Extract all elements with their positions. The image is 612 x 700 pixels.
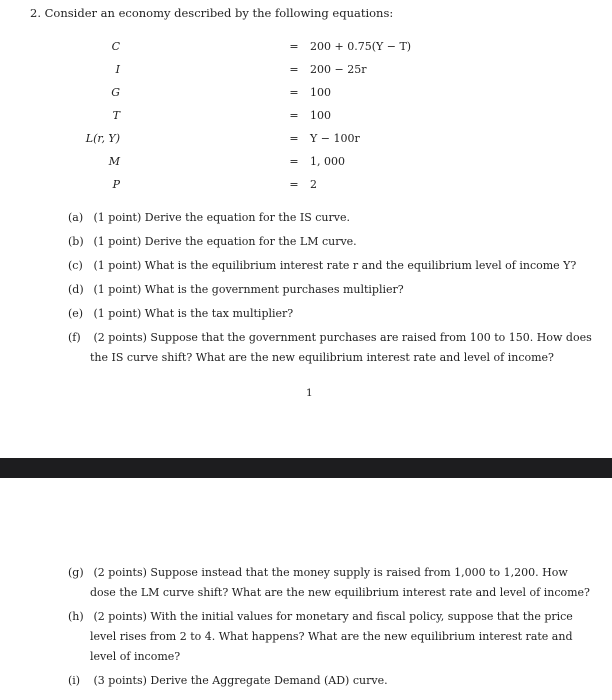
question-i (68, 671, 388, 691)
question-label: (h) (68, 610, 84, 623)
question-text: (3 points) Derive the Aggregate Demand (AD) curve. (93, 674, 388, 687)
equation-rhs: 100 (310, 109, 331, 122)
equation-lhs: G (111, 86, 120, 99)
problem-heading: 2. Consider an economy described by the following equations: (30, 6, 394, 20)
equals-sign: = (289, 155, 299, 168)
question-label: (d) (68, 283, 84, 296)
question-label: (e) (68, 307, 84, 320)
equation-lhs: L(r, Y) (85, 132, 120, 145)
question-text-line-2: dose the LM curve shift? What are the new equilibrium interest rate and level of income? (90, 586, 590, 599)
equation-rhs: Y − 100r (310, 132, 360, 145)
question-label: (b) (68, 235, 84, 248)
equals-sign: = (289, 86, 299, 99)
equals-sign: = (289, 132, 299, 145)
question-text: (1 point) Derive the equation for the LM curve. (93, 235, 357, 248)
equation-rhs: 200 − 25r (310, 63, 367, 76)
question-label: (i) (68, 674, 81, 687)
question-text: (1 point) Derive the equation for the IS curve. (93, 211, 350, 224)
question-label: (a) (68, 211, 84, 224)
equation-lhs: T (112, 109, 120, 122)
page-number: 1 (306, 387, 313, 399)
equals-sign: = (289, 63, 299, 76)
question-label: (c) (68, 259, 83, 272)
question-text-line-1: (2 points) Suppose instead that the money supply is raised from 1,000 to 1,200. How (93, 566, 568, 579)
question-c (68, 256, 576, 276)
equation-lhs: I (115, 63, 120, 76)
question-label: (g) (68, 566, 84, 579)
question-text-line-1: (2 points) Suppose that the government purchases are raised from 100 to 150. How does (93, 331, 592, 344)
question-e (68, 304, 293, 324)
question-h (68, 607, 598, 667)
equation-rhs: 1, 000 (310, 155, 345, 168)
equation-lhs: M (108, 155, 120, 168)
question-a (68, 208, 350, 228)
question-text-line-3: level of income? (90, 650, 181, 663)
page-2 (0, 478, 612, 700)
equation-lhs: C (111, 40, 120, 53)
equation-lhs: P (112, 178, 120, 191)
equals-sign: = (289, 40, 299, 53)
question-b (68, 232, 357, 252)
question-text: (1 point) What is the equilibrium interest rate r and the equilibrium level of income Y? (93, 259, 577, 272)
equation-rhs: 100 (310, 86, 331, 99)
question-text: (1 point) What is the government purchases multiplier? (93, 283, 404, 296)
equation-rhs: 2 (310, 178, 317, 191)
equation-rhs: 200 + 0.75(Y − T) (310, 40, 412, 53)
question-text-line-1: (2 points) With the initial values for monetary and fiscal policy, suppose that the price (93, 610, 573, 623)
question-f (68, 328, 598, 368)
question-text-line-2: level rises from 2 to 4. What happens? What are the new equilibrium interest rate and (90, 630, 573, 643)
equals-sign: = (289, 109, 299, 122)
page-divider (0, 458, 612, 478)
question-text: (1 point) What is the tax multiplier? (93, 307, 294, 320)
equals-sign: = (289, 178, 299, 191)
question-g (68, 563, 598, 603)
question-label: (f) (68, 331, 81, 344)
question-d (68, 280, 404, 300)
question-text-line-2: the IS curve shift? What are the new equilibrium interest rate and level of income? (90, 351, 554, 364)
